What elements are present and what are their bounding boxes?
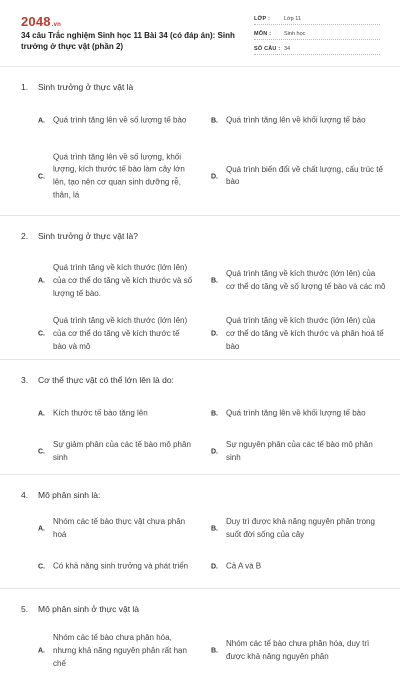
question-text: Mô phân sinh ở thực vật là [38,604,140,614]
option-row [0,104,400,138]
option-c[interactable] [0,546,189,588]
meta-subject-key: MÔN : [254,31,272,37]
option-d[interactable] [190,138,383,215]
question-2 [0,216,400,360]
option-text: Quá trình tăng về kích thước (lớn lên) của cơ thể do tăng về kích thước và phân hoá tế bào [226,315,384,351]
option-letter: A. [38,525,45,533]
option-b[interactable] [190,104,376,138]
option-letter: B. [211,410,218,417]
option-d[interactable] [190,430,376,474]
option-c[interactable] [0,309,186,359]
logo-main: 2048 [21,14,51,29]
option-d[interactable] [190,546,376,588]
option-letter: B. [211,525,218,533]
option-letter: B. [211,117,218,125]
option-text: Nhóm các tế bào chưa phân hóa, nhưng khả năng nguyên phân rất hạn chế [53,632,187,668]
option-letter: C. [38,330,45,338]
question-text: Sinh trưởng ở thực vật là [38,82,134,92]
option-b[interactable] [190,397,376,430]
site-logo[interactable] [21,14,61,29]
question-number: 3. [21,375,29,385]
option-letter: A. [38,410,45,417]
option-letter: D. [211,330,218,338]
option-text: Quá trình tăng về kích thước (lớn lên) của cơ thể do tăng về số lượng tế bào và các mô [226,269,386,291]
question-number: 5. [21,604,29,614]
option-text: Duy trì được khả năng nguyên phân trong suốt đời sống của cây [226,517,375,539]
meta-count [254,44,380,55]
meta-count-value: 34 [284,46,291,52]
question-text: Cơ thể thực vật có thể lớn lên là do: [38,375,174,385]
option-b[interactable] [190,512,376,546]
meta-subject-value: Sinh học [284,31,306,37]
option-d[interactable] [190,309,384,359]
option-text: Quá trình tăng lên về khối lượng tế bào [226,115,366,125]
meta-class-value: Lớp 11 [284,16,301,22]
option-text: Sự nguyên phân của các tế bào mô phân sinh [226,440,373,462]
option-letter: B. [211,647,218,655]
option-a[interactable] [0,104,186,138]
option-row [0,546,400,588]
option-letter: C. [38,448,45,456]
option-text: Nhóm các tế bào chưa phân hóa, duy trì được khả năng nguyên phân [226,639,370,661]
question-text: Mô phân sinh là: [38,490,101,500]
option-row [0,253,400,309]
question-3 [0,360,400,475]
question-list [0,67,400,676]
question-text: Sinh trưởng ở thực vật là? [38,231,139,241]
option-text: Có khả năng sinh trưởng và phát triển [53,561,189,571]
option-row [0,309,400,359]
option-text: Quá trình tăng lên về số lượng, khối lượng, kích thước tế bào làm cây lớn lên, tạo nên cơ quan sinh dưỡng rễ, thân, lá [53,151,185,200]
option-row [0,397,400,430]
option-row [0,430,400,474]
question-header [0,216,400,253]
option-letter: A. [38,117,45,125]
option-text: Quá trình tăng về kích thước (lớn lên) của cơ thể do tăng về kích thước tế bào và mô [53,315,188,351]
option-letter: A. [38,277,45,285]
question-5 [0,589,400,676]
option-letter: A. [38,647,45,655]
option-text: Sự giảm phân của các tế bào mô phân sinh [53,440,191,462]
option-text: Kích thước tế bào tăng lên [53,408,148,418]
option-letter: B. [211,277,218,285]
question-header [0,67,400,104]
option-letter: D. [211,563,218,571]
option-text: Nhóm các tế bào thực vật chưa phân hoá [53,517,186,539]
option-b[interactable] [190,626,376,676]
option-letter: C. [38,173,45,180]
option-letter: C. [38,563,45,571]
question-number: 2. [21,231,29,241]
option-text: Quá trình tăng lên về khối lượng tế bào [226,408,366,418]
option-c[interactable] [0,138,186,215]
question-number: 4. [21,490,29,500]
option-letter: D. [211,448,218,456]
question-header [0,360,400,397]
meta-count-key: SỐ CÂU : [254,46,281,52]
option-c[interactable] [0,430,191,474]
document-title: 34 câu Trắc nghiệm Sinh học 11 Bài 34 (có đáp án): Sinh trưởng ở thực vật (phần 2) [21,31,235,51]
question-4 [0,475,400,589]
meta-class-key: LỚP : [254,16,270,22]
option-a[interactable] [0,397,186,430]
option-row [0,626,400,676]
document-header [0,0,400,68]
option-text: Quá trình tăng về kích thước (lớn lên) của cơ thể do tăng về kích thước và số lượng tế bào. [53,262,193,298]
question-header [0,475,400,512]
question-1 [0,67,400,216]
logo-tld: .vn [51,22,62,28]
option-b[interactable] [190,253,386,309]
option-letter: D. [211,173,218,180]
meta-class [254,14,380,25]
option-a[interactable] [0,626,186,676]
option-text: Quá trình biến đổi về chất lượng, cấu trúc tế bào [226,164,383,187]
question-number: 1. [21,82,29,92]
option-text: Cả A và B [226,561,262,571]
option-a[interactable] [0,512,186,546]
option-row [0,512,400,546]
question-header [0,589,400,626]
option-text: Quá trình tăng lên về số lượng tế bào [53,115,187,125]
meta-subject [254,29,380,40]
option-row [0,138,400,215]
option-a[interactable] [0,253,193,309]
